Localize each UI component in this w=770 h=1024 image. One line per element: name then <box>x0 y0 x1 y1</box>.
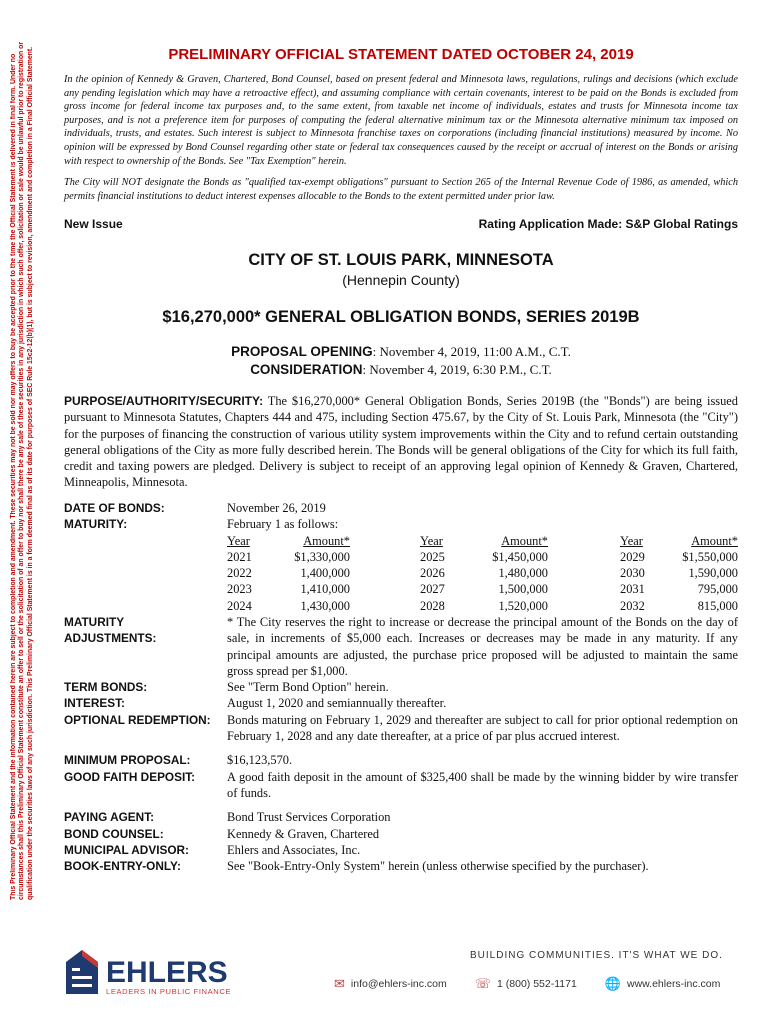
maturity-year: 2022 <box>227 566 252 581</box>
term-row-minimum <box>64 752 738 768</box>
maturity-intro: February 1 as follows: <box>227 517 339 532</box>
interest-value: August 1, 2020 and semiannually thereafter. <box>227 696 447 711</box>
book-label: BOOK-ENTRY-ONLY: <box>64 859 181 874</box>
maturity-year: 2027 <box>420 582 445 597</box>
maturity-row <box>227 565 738 581</box>
purpose-paragraph <box>64 393 738 490</box>
deposit-label: GOOD FAITH DEPOSIT: <box>64 769 196 784</box>
term-row-interest <box>64 695 738 711</box>
minimum-value: $16,123,570. <box>227 753 293 768</box>
maturity-amount: 795,000 <box>697 582 738 597</box>
maturity-amount: 1,520,000 <box>498 598 548 613</box>
globe-icon: 🌐 <box>604 976 621 991</box>
county-name: (Hennepin County) <box>342 272 460 289</box>
maturity-year: 2025 <box>420 549 445 564</box>
purpose-text: The $16,270,000* General Obligation Bonds, Series 2019B (the "Bonds") are being issued pursuant to Minnesota Statutes, Chapters 444 and 475, including Section 475.67, by the City of St. Louis Park, Minnesota (the "City") for the purposes of financing the construction of various utility system improvements within the City and to refund certain outstanding general obligations of the City as more fully described herein. The Bonds will be general obligations of the City for which its full faith, credit and taxing powers are pledged. Delivery is subject to receipt of an approving legal opinion of Kennedy & Graven, Chartered, Minneapolis, Minnesota. <box>64 394 738 489</box>
maturity-amount: 815,000 <box>697 598 738 613</box>
year-header: Year <box>420 533 443 548</box>
proposal-opening-value: : November 4, 2019, 11:00 A.M., C.T. <box>372 344 571 360</box>
ehlers-mark-icon <box>66 950 98 994</box>
envelope-icon: ✉ <box>334 976 345 991</box>
email-text: info@ehlers-inc.com <box>350 978 447 990</box>
phone-icon: ☏ <box>474 976 492 991</box>
issuer-name: CITY OF ST. LOUIS PARK, MINNESOTA <box>248 251 554 270</box>
maturity-amount: $1,330,000 <box>294 549 350 564</box>
phone-contact[interactable] <box>475 976 577 992</box>
maturity-amount: 1,480,000 <box>498 566 548 581</box>
email-contact[interactable] <box>334 976 447 992</box>
maturity-year: 2029 <box>620 549 645 564</box>
preliminary-heading: PRELIMINARY OFFICIAL STATEMENT DATED OCTOBER 24, 2019 <box>168 46 634 63</box>
footer-contacts <box>334 976 720 992</box>
maturity-year: 2026 <box>420 566 445 581</box>
minimum-label: MINIMUM PROPOSAL: <box>64 753 191 768</box>
maturity-table <box>227 549 738 614</box>
counsel-value: Kennedy & Graven, Chartered <box>227 826 380 841</box>
term-row-adjustments <box>64 614 738 679</box>
spacer <box>350 581 420 597</box>
maturity-year: 2030 <box>620 566 645 581</box>
maturity-amount: 1,590,000 <box>688 566 738 581</box>
agent-label: PAYING AGENT: <box>64 810 155 825</box>
consideration-value: : November 4, 2019, 6:30 P.M., C.T. <box>362 362 552 378</box>
purpose-label: PURPOSE/AUTHORITY/SECURITY: <box>64 394 264 409</box>
redemption-value: Bonds maturing on February 1, 2029 and thereafter are subject to call for prior optional redemption on February 1, 2028 and any date thereafter, at a price of par plus accrued interest. <box>227 712 738 744</box>
maturity-label: MATURITY: <box>64 517 128 532</box>
maturity-amount: 1,430,000 <box>300 598 350 613</box>
maturity-amount: 1,410,000 <box>300 582 350 597</box>
term-value: See "Term Bond Option" herein. <box>227 680 389 695</box>
spacer <box>548 581 620 597</box>
date-label: DATE OF BONDS: <box>64 500 165 515</box>
consideration-label: CONSIDERATION <box>250 362 363 378</box>
interest-label: INTEREST: <box>64 696 125 711</box>
terms-block <box>64 500 738 875</box>
adjust-label-2: ADJUSTMENTS: <box>64 631 157 646</box>
maturity-year: 2032 <box>620 598 645 613</box>
term-row-maturity <box>64 516 738 614</box>
year-header: Year <box>620 533 643 548</box>
amount-header: Amount* <box>303 533 350 548</box>
term-row-deposit <box>64 769 738 802</box>
term-row-date <box>64 500 738 516</box>
bond-title: $16,270,000* GENERAL OBLIGATION BONDS, SERIES 2019B <box>162 308 640 327</box>
document-body <box>64 38 738 874</box>
web-contact[interactable] <box>605 976 721 992</box>
term-row-book-entry <box>64 858 738 874</box>
tax-opinion: In the opinion of Kennedy & Graven, Chartered, Bond Counsel, based on present federal and Minnesota laws, regulations, rulings and decisions (which exclude any pending legislation which may have a retroactive effect), and assuming compliance with certain covenants, interest to be paid on the Bonds is excluded from gross income for federal income tax purposes and, to the same extent, from taxable net income of individuals, estates and trusts for Minnesota income tax purposes, and is not a preference item for purposes of computing the federal alternative minimum tax or the Minnesota alternative minimum tax imposed on individuals, trusts, and estates. Such interest is subject to Minnesota franchise taxes on corporations (including financial institutions) measured by income. No opinion will be expressed by Bond Counsel regarding other state or federal tax consequences caused by the receipt or accrual of interest on the Bonds or arising with respect to ownership of the Bonds. See "Tax Exemption" herein. <box>64 74 738 167</box>
adjust-label-1: MATURITY <box>64 614 125 629</box>
spacer <box>548 598 620 614</box>
new-issue-label: New Issue <box>64 217 123 232</box>
maturity-amount: 1,400,000 <box>300 566 350 581</box>
phone-text: 1 (800) 552-1171 <box>497 978 577 990</box>
book-value: See "Book-Entry-Only System" herein (unless otherwise specified by the purchaser). <box>227 859 649 874</box>
spacer <box>350 598 420 614</box>
maturity-year: 2031 <box>620 582 645 597</box>
designation-note: The City will NOT designate the Bonds as "qualified tax-exempt obligations" pursuant to Section 265 of the Internal Revenue Code of 1986, as amended, which permits financial institutions to deduct interest expenses allocable to the Bonds to the extent permitted under prior law. <box>64 177 738 202</box>
term-row-term-bonds <box>64 679 738 695</box>
maturity-year: 2023 <box>227 582 252 597</box>
logo-wordmark: EHLERS <box>106 956 228 989</box>
amount-header: Amount* <box>691 533 738 548</box>
maturity-row <box>227 581 738 597</box>
maturity-year: 2028 <box>420 598 445 613</box>
proposal-opening-label: PROPOSAL OPENING <box>231 344 373 360</box>
maturity-year: 2021 <box>227 549 252 564</box>
maturity-row <box>227 549 738 565</box>
term-row-agent <box>64 809 738 825</box>
term-row-counsel <box>64 826 738 842</box>
web-text: www.ehlers-inc.com <box>627 978 721 990</box>
counsel-label: BOND COUNSEL: <box>64 826 164 841</box>
maturity-row <box>227 598 738 614</box>
term-row-redemption <box>64 712 738 745</box>
agent-value: Bond Trust Services Corporation <box>227 810 391 825</box>
ehlers-logo <box>62 938 282 998</box>
spacer <box>350 549 420 565</box>
year-header: Year <box>227 533 250 548</box>
maturity-amount: 1,500,000 <box>498 582 548 597</box>
maturity-amount: $1,450,000 <box>492 549 548 564</box>
advisor-label: MUNICIPAL ADVISOR: <box>64 842 189 857</box>
deposit-value: A good faith deposit in the amount of $325,400 shall be made by the winning bidder by wire transfer of funds. <box>227 769 738 800</box>
logo-tagline: LEADERS IN PUBLIC FINANCE <box>106 987 232 996</box>
disclaimer-text: This Preliminary Official Statement and the information contained herein are subject to completion and amendment. These securities may not be sold nor may offers to buy be accepted prior to the time the Official Statement is delivered in final form. Under no circumstances shall this Preliminary Official Statement constitute an offer to sell or the solicitation of an offer to buy nor shall there be any sale of these securities in any jurisdiction in which such offer, solicitation or sale would be unlawful prior to registration or qualification under the securities laws of any such jurisdiction. This Preliminary Official Statement is in a form deemed final as of its date for purposes of SEC Rule 15c2-12(b)(1), but is subject to revision, amendment and completion in a Final Official Statement. <box>10 41 34 900</box>
advisor-value: Ehlers and Associates, Inc. <box>227 842 361 857</box>
maturity-year: 2024 <box>227 598 252 613</box>
redemption-label: OPTIONAL REDEMPTION: <box>64 712 211 727</box>
proposal-block <box>64 343 738 379</box>
spacer <box>548 565 620 581</box>
date-value: November 26, 2019 <box>227 500 326 515</box>
rating-label: Rating Application Made: S&P Global Ratings <box>478 217 738 232</box>
spacer <box>350 565 420 581</box>
footer-tagline: BUILDING COMMUNITIES. IT'S WHAT WE DO. <box>470 950 723 961</box>
term-row-advisor <box>64 842 738 858</box>
amount-header: Amount* <box>501 533 548 548</box>
term-label: TERM BONDS: <box>64 680 148 695</box>
spacer <box>548 549 620 565</box>
adjust-value: * The City reserves the right to increase or decrease the principal amount of the Bonds on the day of sale, in increments of $5,000 each. Increases or decreases may be made in any maturity. If any principal amounts are adjusted, the purchase price proposed will be adjusted to maintain the same gross spread per $1,000. <box>227 614 738 678</box>
footer <box>62 932 742 1002</box>
maturity-header <box>227 533 738 549</box>
issue-row <box>64 217 738 231</box>
maturity-amount: $1,550,000 <box>682 549 738 564</box>
